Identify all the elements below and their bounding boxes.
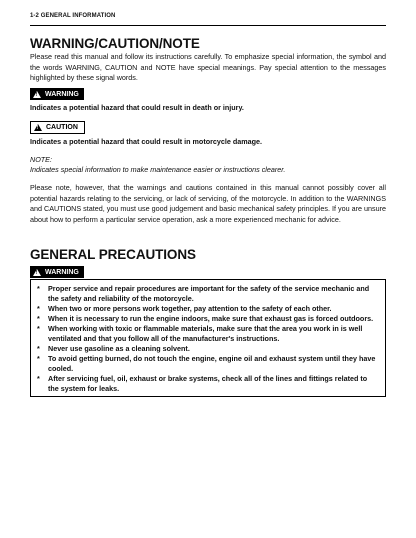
- note-label: NOTE:: [30, 155, 52, 164]
- caution-definition: Indicates a potential hazard that could result in motorcycle damage.: [30, 137, 263, 146]
- list-item: * When two or more persons work together, pay attention to the safety of each other.: [37, 304, 379, 314]
- warning-badge-label: WARNING: [45, 90, 79, 98]
- warning-triangle-icon: [33, 91, 41, 98]
- precautions-list: [37, 284, 379, 394]
- precautions-box: [30, 279, 386, 397]
- warning-badge: [30, 88, 84, 100]
- warning-definition: Indicates a potential hazard that could result in death or injury.: [30, 103, 244, 112]
- list-item: * To avoid getting burned, do not touch the engine, engine oil and exhaust system until they have cooled.: [37, 354, 379, 374]
- list-item: * Proper service and repair procedures are important for the safety of the service mechanic and the safety and reliability of the motorcycle.: [37, 284, 379, 304]
- closing-paragraph: Please note, however, that the warnings and cautions contained in this manual cannot possibly cover all potential hazards relating to the servicing, or lack of servicing, of the motorcycle. In addition to the WARNINGS and CAUTIONS stated, you must use good judgement and basic mechanical safety principles. If you are unsure about how to perform a particular service operation, ask a more experienced mechanic for advice.: [30, 183, 386, 224]
- list-item: * When it is necessary to run the engine indoors, make sure that exhaust gas is forced outdoors.: [37, 314, 379, 324]
- intro-paragraph: Please read this manual and follow its instructions carefully. To emphasize special information, the symbol and the words WARNING, CAUTION and NOTE have special meanings. Pay special attention to the messages highlighted by these signal words.: [30, 52, 386, 82]
- page-header-label: 1-2 GENERAL INFORMATION: [30, 13, 116, 19]
- caution-badge-label: CAUTION: [46, 124, 78, 131]
- precautions-warning-badge: [30, 266, 84, 278]
- warning-triangle-icon: [33, 269, 41, 276]
- note-definition: Indicates special information to make maintenance easier or instructions clearer.: [30, 165, 286, 174]
- page-header: [30, 13, 386, 26]
- list-item: * After servicing fuel, oil, exhaust or brake systems, check all of the lines and fittings related to the system for leaks.: [37, 374, 379, 394]
- section-title-general-precautions: GENERAL PRECAUTIONS: [30, 247, 196, 262]
- precautions-warning-label: WARNING: [45, 268, 79, 276]
- list-item: * When working with toxic or flammable materials, make sure that the area you work in is well ventilated and that you follow all of the manufacturer's instructions.: [37, 324, 379, 344]
- section-title-warning-caution-note: WARNING/CAUTION/NOTE: [30, 36, 200, 51]
- caution-badge: [30, 121, 85, 134]
- list-item: * Never use gasoline as a cleaning solvent.: [37, 344, 379, 354]
- caution-triangle-icon: [34, 124, 42, 131]
